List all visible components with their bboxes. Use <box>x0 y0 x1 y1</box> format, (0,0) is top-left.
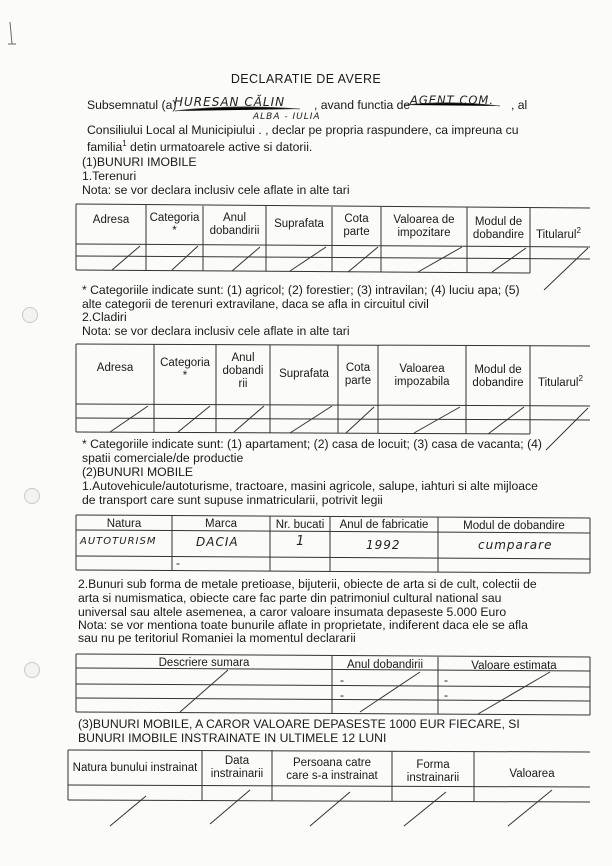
instrainat-header-forma: Forma instrainarii <box>406 759 460 785</box>
metale-line-5: sau nu pe teritoriul Romaniei la momentul declararii <box>78 631 356 645</box>
section3-heading-1: (3)BUNURI MOBILE, A CAROR VALOARE DEPASESTE 1000 EUR FIECARE, SI <box>78 717 520 731</box>
cladiri-note: Nota: se vor declara inclusiv cele aflate in alte tari <box>82 324 350 338</box>
terenuri-header-valoarea: Valoarea de impozitare <box>393 214 455 240</box>
auto-header-marca: Marca <box>205 518 237 530</box>
metale-header-anul: Anul dobandirii <box>346 659 424 671</box>
cladiri-header-anul: Anul dobandi rii <box>222 352 264 391</box>
function-handwritten: AGENT COM. <box>410 93 494 107</box>
terenuri-header-anul: Anul dobandirii <box>209 212 260 238</box>
terenuri-categories-1: * Categoriile indicate sunt: (1) agricol; (2) forestier; (3) intravilan; (4) luciu apa; (5) <box>82 283 520 297</box>
metale-line-4: Nota: se vor mentiona toate bunurile aflate in proprietate, indiferent daca ele se afla <box>78 618 528 632</box>
cladiri-header-categoria: Categoria * <box>160 357 210 383</box>
auto-header-nr-bucati: Nr. bucati <box>275 519 325 531</box>
metale-dash-1: - <box>340 673 345 687</box>
auto-title-1: 1.Autovehicule/autoturisme, tractoare, masini agricole, salupe, iahturi si alte mijloace <box>82 479 538 493</box>
auto-row-marca: DACIA <box>196 535 239 549</box>
section3-heading-2: BUNURI IMOBILE INSTRAINATE IN ULTIMELE 12 LUNI <box>78 731 387 745</box>
intro-line1-end: , al <box>511 98 528 112</box>
city-handwritten: ALBA - IULIA <box>253 112 321 122</box>
footnote-mark: 1 <box>122 139 127 148</box>
cladiri-title: 2.Cladiri <box>82 310 127 324</box>
auto-row-nr-bucati: 1 <box>296 534 306 549</box>
cladiri-header-modul: Modul de dobandire <box>472 364 524 390</box>
metale-dash-3: - <box>444 673 449 687</box>
cladiri-header-adresa: Adresa <box>96 362 134 374</box>
instrainat-header-valoarea: Valoarea <box>509 768 555 780</box>
cladiri-categories-2: spatii comerciale/de productie <box>82 451 244 465</box>
terenuri-header-titularul <box>536 226 596 242</box>
terenuri-header-suprafata: Suprafata <box>274 218 324 230</box>
instrainat-header-data: Data instrainarii <box>210 755 264 781</box>
intro-line1-mid: , avand functia de <box>314 98 411 112</box>
auto-row2-dash: - <box>176 556 181 570</box>
metale-header-valoare: Valoare estimata <box>471 660 557 672</box>
terenuri-header-modul: Modul de dobandire <box>472 216 525 242</box>
cladiri-categories-1: * Categoriile indicate sunt: (1) apartament; (2) casa de locuit; (3) casa de vacanta; (4) <box>82 437 542 451</box>
metale-line-1: 2.Bunuri sub forma de metale pretioase, bijuterii, obiecte de arta si de cult, colectii de <box>78 577 537 591</box>
metale-line-3: universal sau altele asemenea, a caror valoare insumata depaseste 5.000 Euro <box>78 605 507 619</box>
titular-footnote-mark: 2 <box>576 226 581 235</box>
auto-header-modul: Modul de dobandire <box>463 520 565 532</box>
titular-footnote-mark-2: 2 <box>578 374 583 383</box>
metale-header-descriere: Descriere sumara <box>158 657 250 669</box>
auto-title-2: de transport care sunt supuse inmatricularii, potrivit legii <box>82 493 383 507</box>
auto-header-anul: Anul de fabricatie <box>339 519 429 531</box>
metale-dash-2: - <box>340 688 345 702</box>
intro-line1-start: Subsemnatul (a) <box>87 98 177 112</box>
metale-line-2: arta si numismatica, obiecte care fac parte din patrimoniul cultural national sau <box>78 591 502 605</box>
auto-row-natura: AUTOTURISM <box>80 536 157 547</box>
intro-line3 <box>87 140 312 154</box>
metale-dash-4: - <box>444 688 449 702</box>
section2-heading: (2)BUNURI MOBILE <box>82 465 194 479</box>
page-title: DECLARATIE DE AVERE <box>230 72 382 86</box>
section1-heading: (1)BUNURI IMOBILE <box>82 155 197 169</box>
cladiri-header-cota: Cota parte <box>344 362 372 388</box>
terenuri-header-cota: Cota parte <box>343 213 370 239</box>
auto-row-modul: cumparare <box>478 538 553 552</box>
terenuri-titularul-label: Titularul <box>536 228 577 241</box>
terenuri-note: Nota: se vor declara inclusiv cele aflate in alte tari <box>82 183 350 197</box>
instrainat-header-natura: Natura bunului instrainat <box>72 762 198 774</box>
cladiri-titularul-label: Titularul <box>538 376 579 389</box>
intro-line3-start: familia <box>87 140 123 155</box>
auto-row-anul: 1992 <box>366 538 401 552</box>
declarant-name-handwritten: HURESAN CĂLIN <box>174 95 286 109</box>
intro-line3-end: detin urmatoarele active si datorii. <box>126 140 313 155</box>
terenuri-categories-2: alte categorii de terenuri extravilane, daca se afla in circuitul civil <box>82 297 429 311</box>
cladiri-header-suprafata: Suprafata <box>279 368 329 380</box>
terenuri-header-adresa: Adresa <box>92 214 130 226</box>
auto-header-natura: Natura <box>106 518 142 530</box>
instrainat-header-persoana: Persoana catre care s-a instrainat <box>286 757 378 783</box>
terenuri-header-categoria: Categoria * <box>149 212 200 238</box>
cladiri-header-valoarea: Valoarea impozabila <box>394 363 450 389</box>
terenuri-title: 1.Terenuri <box>82 169 137 183</box>
intro-line2: Consiliului Local al Municipiului . , declar pe propria raspundere, ca impreuna cu <box>87 123 519 137</box>
cladiri-header-titularul <box>538 374 598 390</box>
